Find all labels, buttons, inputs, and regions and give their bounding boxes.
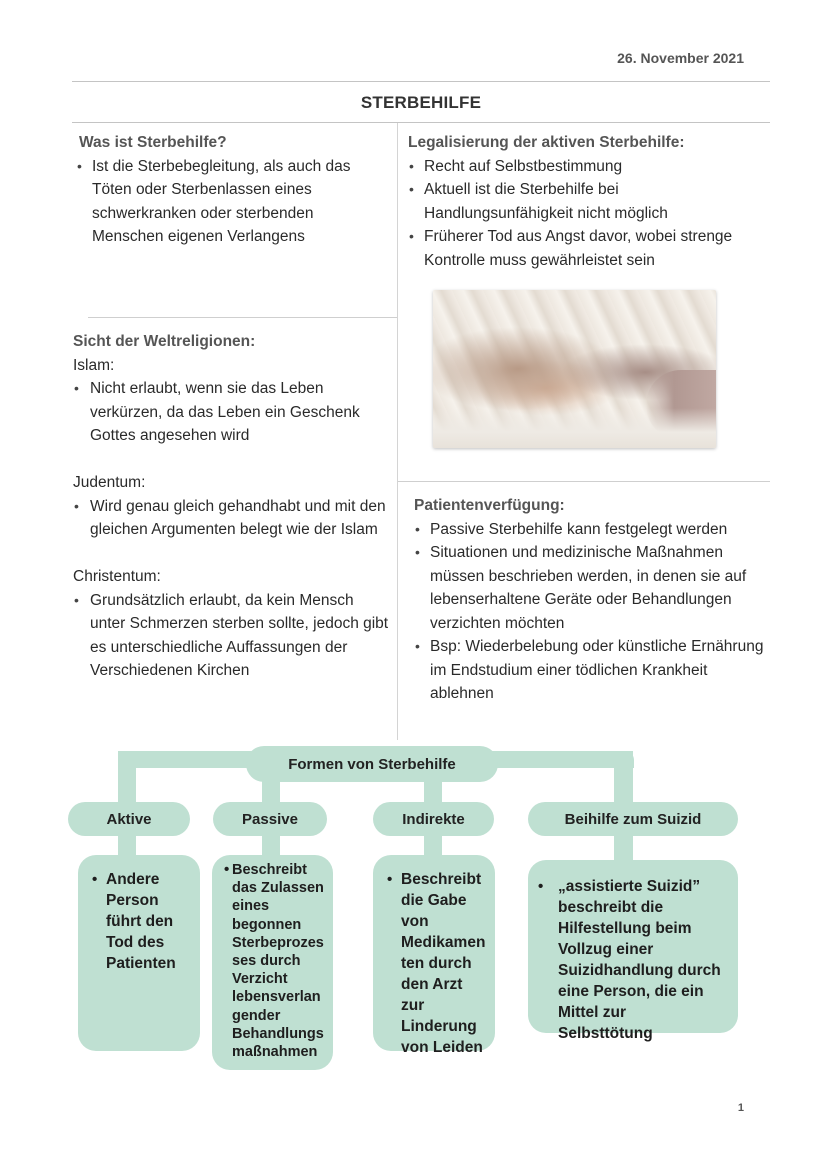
branch-passive: Passive	[213, 802, 327, 836]
bullet-list	[414, 518, 774, 706]
connector	[118, 751, 136, 807]
religion-label-judentum: Judentum:	[73, 474, 146, 491]
page-title: STERBEHILFE	[360, 93, 482, 112]
holding-hands-photo	[433, 290, 716, 448]
date: 26. November 2021	[617, 50, 744, 66]
section-heading: Legalisierung der aktiven Sterbehilfe:	[408, 134, 685, 151]
divider	[88, 317, 397, 318]
list-item: • „assistierte Suizid” beschreibt die Hilfestellung beim Vollzug einer Suizidhandlung durch eine Person, die ein Mittel zur Selbsttötung	[536, 876, 724, 1044]
column-divider	[397, 123, 398, 740]
branch-indirekte: Indirekte	[373, 802, 494, 836]
connector	[614, 832, 633, 862]
divider	[72, 122, 770, 123]
list-item: • Nicht erlaubt, wenn sie das Leben verkürzen, da das Leben ein Geschenk Gottes angesehen wird	[73, 377, 393, 448]
branch-aktive: Aktive	[68, 802, 190, 836]
bullet-list	[76, 155, 386, 249]
list-item: • Ist die Sterbebegleitung, als auch das Töten oder Sterbenlassen eines schwerkranken oder sterbenden Menschen eigenen Verlangens	[76, 155, 386, 249]
bullet-list	[408, 155, 768, 273]
list-item: • Beschreibt das Zulassen eines begonnen Sterbeprozes ses durch Verzicht lebensverlan gender Behandlungs maßnahmen	[224, 861, 327, 1061]
section-heading: Was ist Sterbehilfe?	[79, 134, 227, 151]
list-item: • Beschreibt die Gabe von Medikamen ten durch den Arzt zur Linderung von Leiden	[385, 869, 485, 1058]
bullet-list	[73, 377, 393, 448]
branch-detail-beihilfe	[528, 860, 738, 1042]
bullet-list	[73, 589, 393, 683]
divider	[72, 81, 770, 82]
list-item: • Bsp: Wiederbelebung oder künstliche Ernährung im Endstudium einer tödlichen Krankheit ablehnen	[414, 635, 774, 706]
divider	[398, 481, 770, 482]
list-item: • Aktuell ist die Sterbehilfe bei Handlungsunfähigkeit nicht möglich	[408, 178, 768, 225]
branch-detail-indirekte	[373, 855, 495, 1056]
list-item: • Grundsätzlich erlaubt, da kein Mensch unter Schmerzen sterben sollte, jedoch gibt es unterschiedliche Auffassungen der Verschiedenen Kirchen	[73, 589, 393, 683]
list-item: • Passive Sterbehilfe kann festgelegt werden	[414, 518, 774, 542]
list-item: • Andere Person führt den Tod des Patienten	[90, 869, 190, 974]
section-patientenverfuegung	[414, 494, 774, 706]
religion-label-christentum: Christentum:	[73, 568, 161, 585]
list-item: • Wird genau gleich gehandhabt und mit den gleichen Argumenten belegt wie der Islam	[73, 495, 393, 542]
section-legalisierung	[408, 131, 768, 272]
section-heading: Sicht der Weltreligionen:	[73, 333, 256, 350]
list-item: • Situationen und medizinische Maßnahmen müssen beschrieben werden, in denen sie auf lebenserhaltene Geräte oder Behandlungen verzichten möchten	[414, 541, 774, 635]
branch-detail-passive	[212, 855, 333, 1070]
list-item: • Früherer Tod aus Angst davor, wobei strenge Kontrolle muss gewährleistet sein	[408, 225, 768, 272]
section-weltreligionen	[73, 330, 393, 683]
section-heading: Patientenverfügung:	[414, 497, 565, 514]
bullet-list	[73, 495, 393, 542]
connector	[614, 751, 633, 807]
section-was-ist-sterbehilfe	[76, 131, 386, 249]
diagram-root-node: Formen von Sterbehilfe	[246, 746, 498, 782]
photo-detail	[433, 408, 716, 448]
list-item: • Recht auf Selbstbestimmung	[408, 155, 768, 179]
page-number: 1	[737, 1102, 744, 1114]
branch-beihilfe-zum-suizid: Beihilfe zum Suizid	[528, 802, 738, 836]
religion-label-islam: Islam:	[73, 356, 115, 374]
branch-detail-aktive	[78, 855, 200, 1051]
